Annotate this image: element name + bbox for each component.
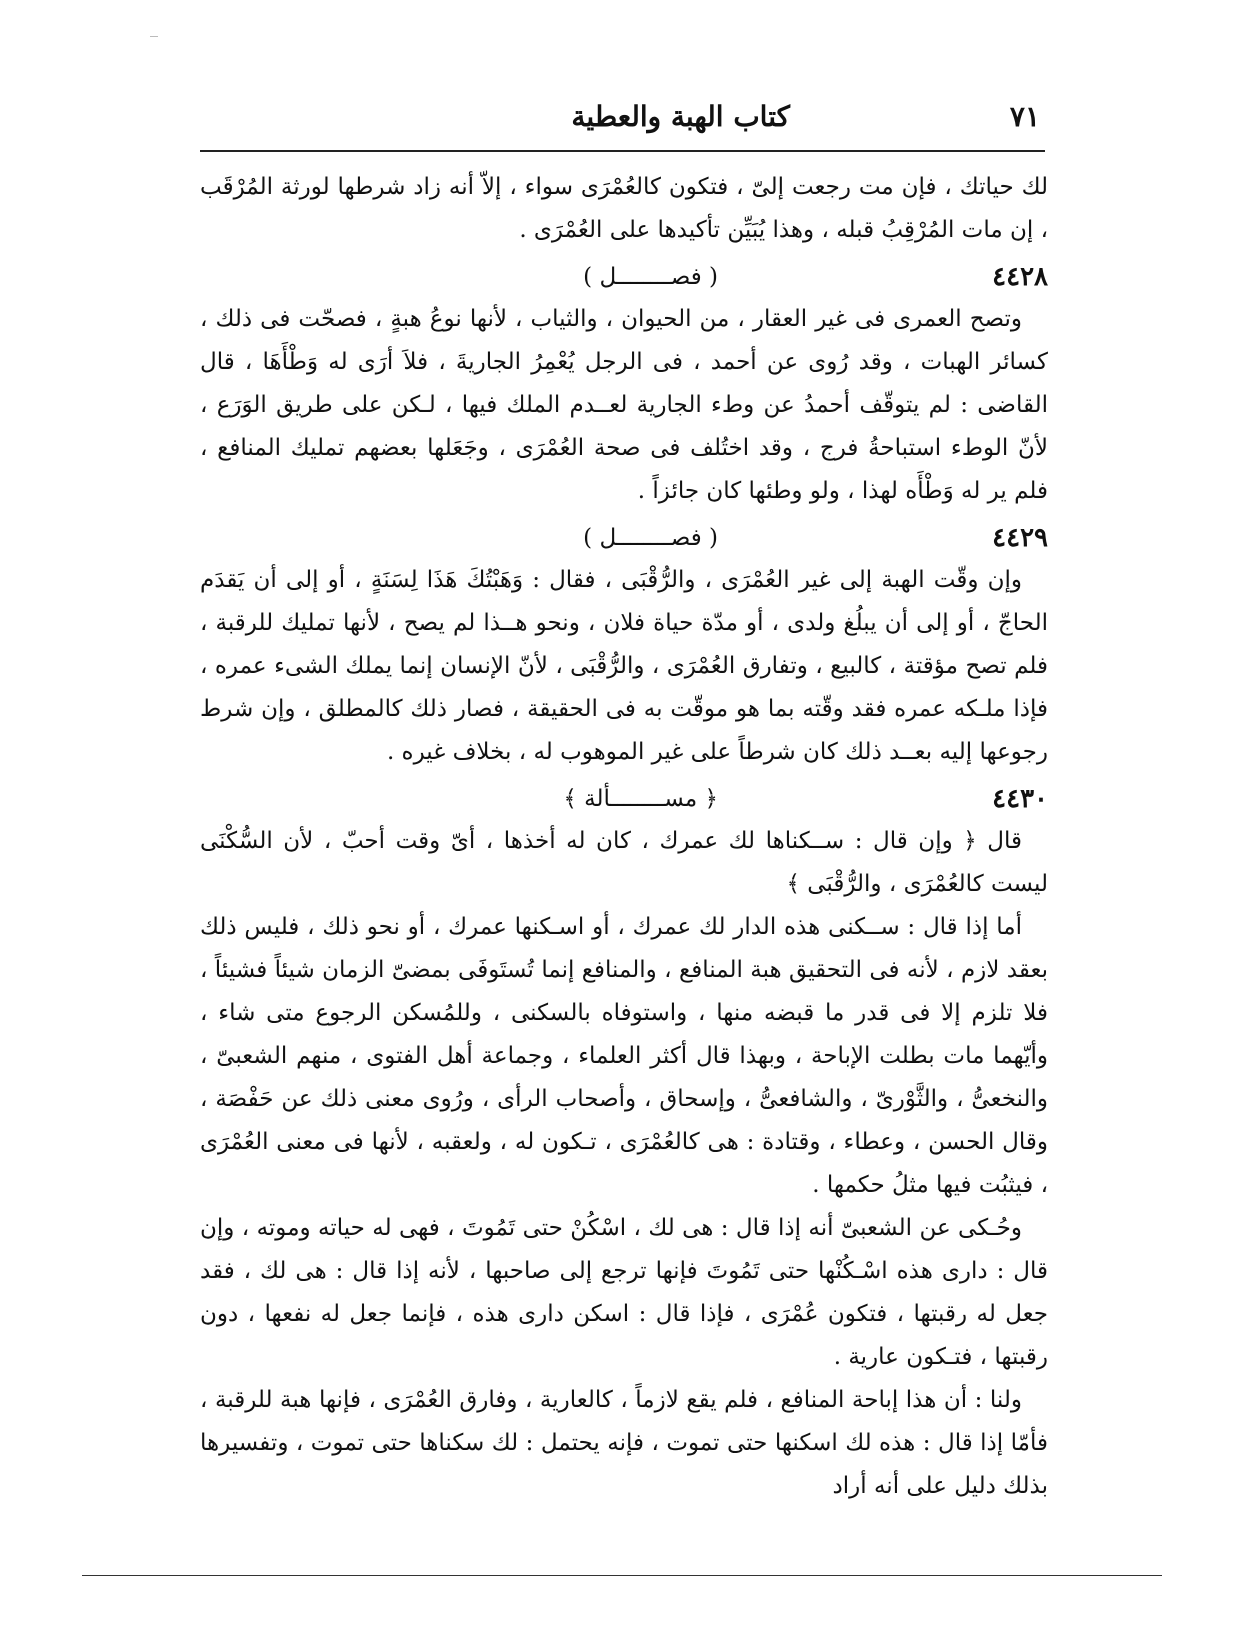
section-title: ( فصــــــــل ) (583, 525, 718, 551)
paragraph: وإن وقّت الهبة إلى غير العُمْرَى ، والرُّقْبَى ، فقال : وَهَبْتُكَ هَذَا لِسَنَةٍ ، أو إلى أن يَقدَم الحاجّ ، أو إلى أن يبلُغ ولدى ، أو مدّة حياة فلان ، ونحو هــذا لم يصح ، لأنها تمليك للرقبة ، فلم تصح مؤقتة ، كالبيع ، وتفارق العُمْرَى ، والرُّقْبَى ، لأنّ الإنسان إنما يملك الشىء عمره ، فإذا ملـكه عمره فقد وقّته بما هو موقّت به فى الحقيقة ، فصار ذلك كالمطلق ، وإن شرط رجوعها إليه بعــد ذلك كان شرطاً على غير الموهوب له ، بخلاف غيره . (200, 567, 1048, 765)
section-heading-4428 (200, 254, 1048, 298)
scan-speck (150, 36, 158, 37)
header-rule (200, 150, 1045, 152)
section-title: ﴿ مســــــــألة ﴾ (563, 786, 718, 812)
section-number: ٤٤٣٠ (992, 784, 1048, 814)
page-header (200, 100, 1040, 144)
page-body (200, 166, 1048, 1508)
paragraph: وتصح العمرى فى غير العقار ، من الحيوان ، والثياب ، لأنها نوعُ هبةٍ ، فصحّت فى ذلك ، كسائر الهبات ، وقد رُوى عن أحمد ، فى الرجل يُعْمِرُ الجاريةَ ، فلاَ أرَى له وَطْأَهَا ، قال القاضى : لم يتوقّف أحمدُ عن وطء الجارية لعــدم الملك فيها ، لـكن على طريق الوَرَع ، لأنّ الوطء استباحةُ فرج ، وقد اختُلف فى صحة العُمْرَى ، وجَعَلها بعضهم تمليك المنافع ، فلم ير له وَطْأَه لهذا ، ولو وطئها كان جائزاً . (200, 306, 1048, 504)
page-number: ٧١ (1009, 100, 1040, 133)
section-number: ٤٤٢٩ (992, 523, 1048, 553)
paragraph: ولنا : أن هذا إباحة المنافع ، فلم يقع لازماً ، كالعارية ، وفارق العُمْرَى ، فإنها هبة للرقبة ، فأمّا إذا قال : هذه لك اسكنها حتى تموت ، فإنه يحتمل : لك سكناها حتى تموت ، وتفسيرها بذلك دليل على أنه أراد (200, 1387, 1048, 1499)
footer-rule (82, 1575, 1162, 1576)
section-heading-4430 (200, 776, 1048, 820)
section-heading-4429 (200, 515, 1048, 559)
running-title: كتاب الهبة والعطية (571, 100, 790, 133)
paragraph: أما إذا قال : ســكنى هذه الدار لك عمرك ، أو اسـكنها عمرك ، أو نحو ذلك ، فليس ذلك بعقد لازم ، لأنه فى التحقيق هبة المنافع ، والمنافع إنما تُستَوفَى بمضىّ الزمان شيئاً فشيئاً ، فلا تلزم إلا فى قدر ما قبضه منها ، واستوفاه بالسكنى ، وللمُسكن الرجوع متى شاء ، وأيّهما مات بطلت الإباحة ، وبهذا قال أكثر العلماء ، وجماعة أهل الفتوى ، منهم الشعبىّ ، والنخعىُّ ، والثَّوْرىّ ، والشافعىُّ ، وإسحاق ، وأصحاب الرأى ، ورُوى معنى ذلك عن حَفْصَة ، وقال الحسن ، وعطاء ، وقتادة : هى كالعُمْرَى ، تـكون له ، ولعقبه ، لأنها فى معنى العُمْرَى ، فيثبُت فيها مثلُ حكمها . (200, 914, 1048, 1198)
section-number: ٤٤٢٨ (992, 262, 1048, 292)
paragraph-quoted-text: قال ﴿ وإن قال : ســكناها لك عمرك ، كان له أخذها ، أىّ وقت أحبّ ، لأن السُّكْنَى ليست كالعُمْرَى ، والرُّقْبَى ﴾ (200, 828, 1048, 897)
paragraph: لك حياتك ، فإن مت رجعت إلىّ ، فتكون كالعُمْرَى سواء ، إلاّ أنه زاد شرطها لورثة المُرْقَب ، إن مات المُرْقِبُ قبله ، وهذا يُبَيِّن تأكيدها على العُمْرَى . (200, 174, 1048, 243)
paragraph: وحُـكى عن الشعبىّ أنه إذا قال : هى لك ، اسْكُنْ حتى تَمُوتَ ، فهى له حياته وموته ، وإن قال : دارى هذه اسْـكُنْها حتى تَمُوتَ فإنها ترجع إلى صاحبها ، لأنه إذا قال : هى لك ، فقد جعل له رقبتها ، فتكون عُمْرَى ، فإذا قال : اسكن دارى هذه ، فإنما جعل له نفعها ، دون رقبتها ، فتـكون عارية . (200, 1215, 1048, 1370)
section-title: ( فصــــــــل ) (583, 264, 718, 290)
